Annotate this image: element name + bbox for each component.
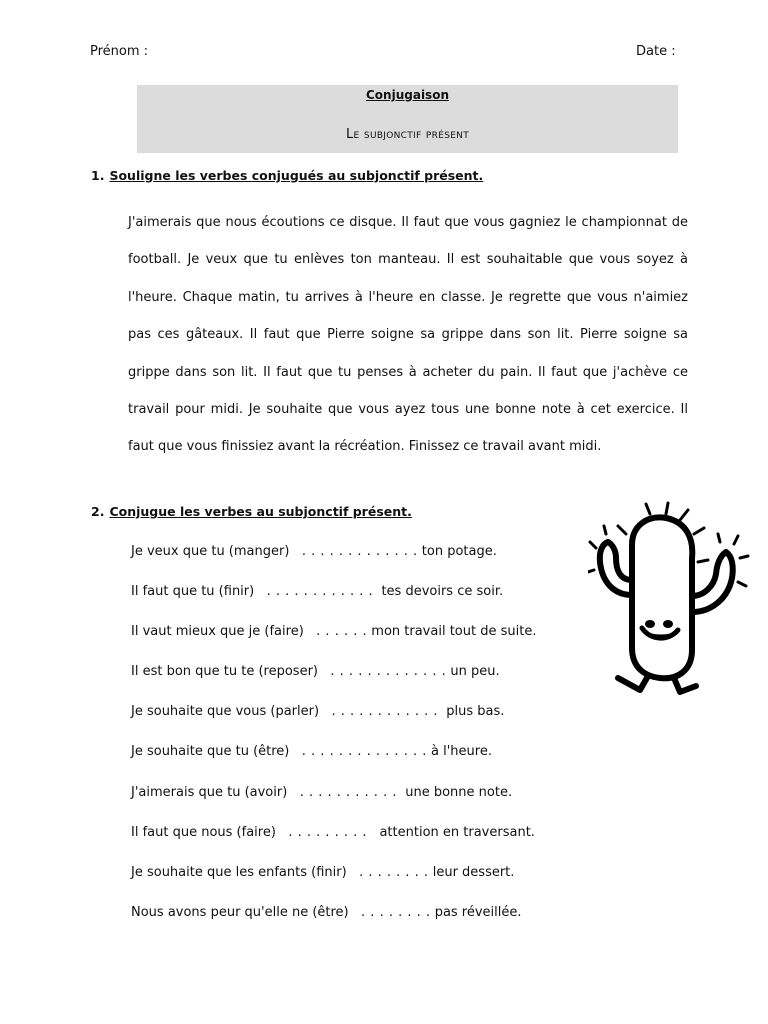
section-2-number: 2. xyxy=(91,504,105,519)
exercise-line xyxy=(131,624,536,639)
section-2-title xyxy=(91,504,412,519)
date-label: Date : xyxy=(636,44,676,59)
exercise-prompt: Il faut que tu (finir) xyxy=(131,584,255,599)
answer-blank[interactable]: . . . . . . . . . . . xyxy=(299,785,397,800)
section-2-instruction: Conjugue les verbes au subjonctif présent. xyxy=(109,504,412,519)
answer-blank[interactable]: . . . . . . . . xyxy=(359,865,429,880)
exercise-ending: tes devoirs ce soir. xyxy=(381,584,504,599)
exercise-ending: un peu. xyxy=(450,664,500,679)
exercise-line xyxy=(131,865,514,880)
exercise-line xyxy=(131,584,503,599)
section-1-number: 1. xyxy=(91,168,105,183)
exercise-prompt: Je souhaite que les enfants (finir) xyxy=(131,865,347,880)
worksheet-title: Conjugaison xyxy=(366,88,449,102)
exercise-ending: mon travail tout de suite. xyxy=(371,624,537,639)
exercise-ending: à l'heure. xyxy=(431,744,492,759)
exercise-prompt: Il est bon que tu te (reposer) xyxy=(131,664,318,679)
exercise-line xyxy=(131,744,492,759)
exercise-prompt: Il vaut mieux que je (faire) xyxy=(131,624,304,639)
exercise-prompt: Il faut que nous (faire) xyxy=(131,825,276,840)
answer-blank[interactable]: . . . . . . . . xyxy=(361,905,431,920)
exercise-line xyxy=(131,905,522,920)
answer-blank[interactable]: . . . . . . . . . . . . . xyxy=(301,544,418,559)
paragraph-text: J'aimerais que nous écoutions ce disque. Il faut que vous gagniez le championnat de football. Je veux que tu enlèves ton manteau. Il est souhaitable que vous soyez à l'heure. Chaque matin, tu arrives à l'heure en classe. Je regrette que vous n'aimiez pas ces gâteaux. Il faut que Pierre soigne sa grippe dans son lit. Pierre soigne sa grippe dans son lit. Il faut que tu penses à acheter du pain. Il faut que j'achève ce travail pour midi. Je souhaite que vous ayez tous une bonne note à cet exercice. Il faut que vous finissiez avant la récréation. Finissez ce travail avant midi. xyxy=(128,215,688,455)
exercise-ending: plus bas. xyxy=(446,704,505,719)
answer-blank[interactable]: . . . . . . . . . . . . . . xyxy=(301,744,427,759)
worksheet-subtitle: Le subjonctif présent xyxy=(345,127,470,142)
exercise-ending: ton potage. xyxy=(421,544,497,559)
exercise-line xyxy=(131,544,497,559)
exercise-ending: attention en traversant. xyxy=(379,825,535,840)
exercise-prompt: Je veux que tu (manger) xyxy=(131,544,290,559)
exercise-prompt: Je souhaite que vous (parler) xyxy=(131,704,320,719)
cactus-icon xyxy=(588,500,753,700)
exercise-ending: leur dessert. xyxy=(432,865,515,880)
section-1-title xyxy=(91,168,483,183)
exercise-line xyxy=(131,785,512,800)
exercise-prompt: Nous avons peur qu'elle ne (être) xyxy=(131,905,349,920)
answer-blank[interactable]: . . . . . . . . . . . . xyxy=(331,704,439,719)
answer-blank[interactable]: . . . . . . . . . xyxy=(288,825,368,840)
answer-blank[interactable]: . . . . . . xyxy=(316,624,368,639)
exercise-line xyxy=(131,825,535,840)
section-1-instruction: Souligne les verbes conjugués au subjonctif présent. xyxy=(109,168,484,183)
answer-blank[interactable]: . . . . . . . . . . . . xyxy=(266,584,374,599)
exercise-ending: une bonne note. xyxy=(405,785,513,800)
answer-blank[interactable]: . . . . . . . . . . . . . xyxy=(330,664,447,679)
exercise-prompt: Je souhaite que tu (être) xyxy=(131,744,290,759)
exercise-ending: pas réveillée. xyxy=(434,905,522,920)
title-box xyxy=(137,85,678,153)
exercise-prompt: J'aimerais que tu (avoir) xyxy=(131,785,288,800)
section-1-paragraph xyxy=(128,204,688,466)
prenom-label: Prénom : xyxy=(90,44,149,59)
exercise-line xyxy=(131,704,504,719)
exercise-line xyxy=(131,664,500,679)
